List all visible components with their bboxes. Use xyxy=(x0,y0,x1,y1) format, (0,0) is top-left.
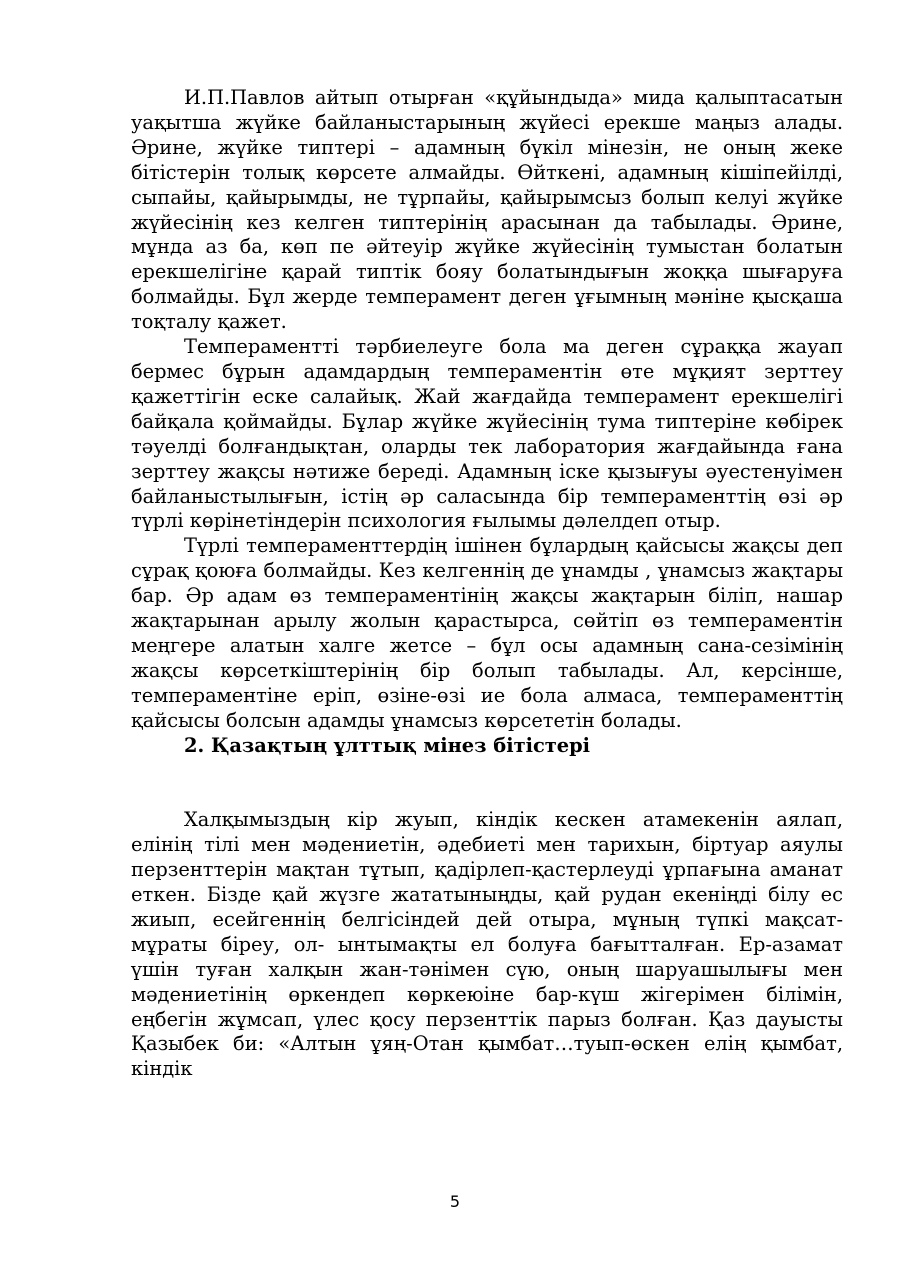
section-heading: 2. Қазақтың ұлттық мінез бітістері xyxy=(184,733,591,757)
paragraph-national-character: Халқымыздың кір жуып, кіндік кескен атамекенін аялап, елінің тілі мен мәдениетін, әдебиеті мен тарихын, біртуар аяулы перзенттерін мақтан тұтып, қадірлеп-қастерлеуді ұрпағына аманат еткен. Бізде қай жүзге жататыныңды, қай рудан екеніңді білу ес жиып, есейгеннің белгісіндей дей отыра, мұның түпкі мақсат-мұраты біреу, ол- ынтымақты ел болуға бағытталған. Ер-азамат үшін туған халқын жан-тәнімен сүю, оның шаруашылығы мен мәдениетінің өркендеп көркеюіне бар-күш жігерімен білімін, еңбегін жұмсап, үлес қосу перзенттік парыз болған. Қаз дауысты Қазыбек би: «Алтын ұяң-Отан қымбат…туып-өскен елің қымбат, кіндік xyxy=(131,808,843,1081)
paragraph-temperament-education: Темпераментті тәрбиелеуге бола ма деген сұраққа жауап бермес бұрын адамдардың темпераментін өте мұқият зерттеу қажеттігін еске салайық. Жай жағдайда темперамент ерекшелігі байқала қоймайды. Бұлар жүйке жүйесінің тума типтеріне көбірек тәуелді болғандықтан, оларды тек лаборатория жағдайында ғана зерттеу жақсы нәтиже береді. Адамның іске қызығуы әуестенуімен байланыстылығын, істің әр саласында бір темпераменттің өзі әр түрлі көрінетіндерін психология ғылымы дәлелдеп отыр. xyxy=(131,335,843,533)
section-spacer xyxy=(131,758,843,808)
body-text xyxy=(131,86,843,1082)
paragraph-temperament-types: Түрлі темпераменттердің ішінен бұлардың қайсысы жақсы деп сұрақ қоюға болмайды. Кез келгеннің де ұнамды , ұнамсыз жақтары бар. Әр адам өз темпераментінің жақсы жақтарын біліп, нашар жақтарынан арылу жолын қарастырса, сөйтіп өз темпераментін меңгере алатын халге жетсе – бұл осы адамның сана-сезімінің жақсы көрсеткіштерінің бір болып табылады. Ал, керсінше, темпераментіне еріп, өзіне-өзі ие бола алмаса, темпераменттің қайсысы болсын адамды ұнамсыз көрсететін болады. xyxy=(131,534,843,732)
paragraph-pavlov: И.П.Павлов айтып отырған «құйындыда» мида қалыптасатын уақытша жүйке байланыстарының жүйесі ерекше маңыз алады. Әрине, жүйке типтері – адамның бүкіл мінезін, не оның жеке бітістерін толық көрсете алмайды. Өйткені, адамның кішіпейілді, сыпайы, қайырымды, не тұрпайы, қайырымсыз болып келуі жүйке жүйесінің кез келген типтерінің арасынан да табылады. Әрине, мұнда аз ба, көп пе әйтеуір жүйке жүйесінің тумыстан болатын ерекшелігіне қарай типтік бояу болатындығын жоққа шығаруға болмайды. Бұл жерде темперамент деген ұғымның мәніне қысқаша тоқталу қажет. xyxy=(131,86,843,334)
page-number: 5 xyxy=(449,1192,461,1211)
